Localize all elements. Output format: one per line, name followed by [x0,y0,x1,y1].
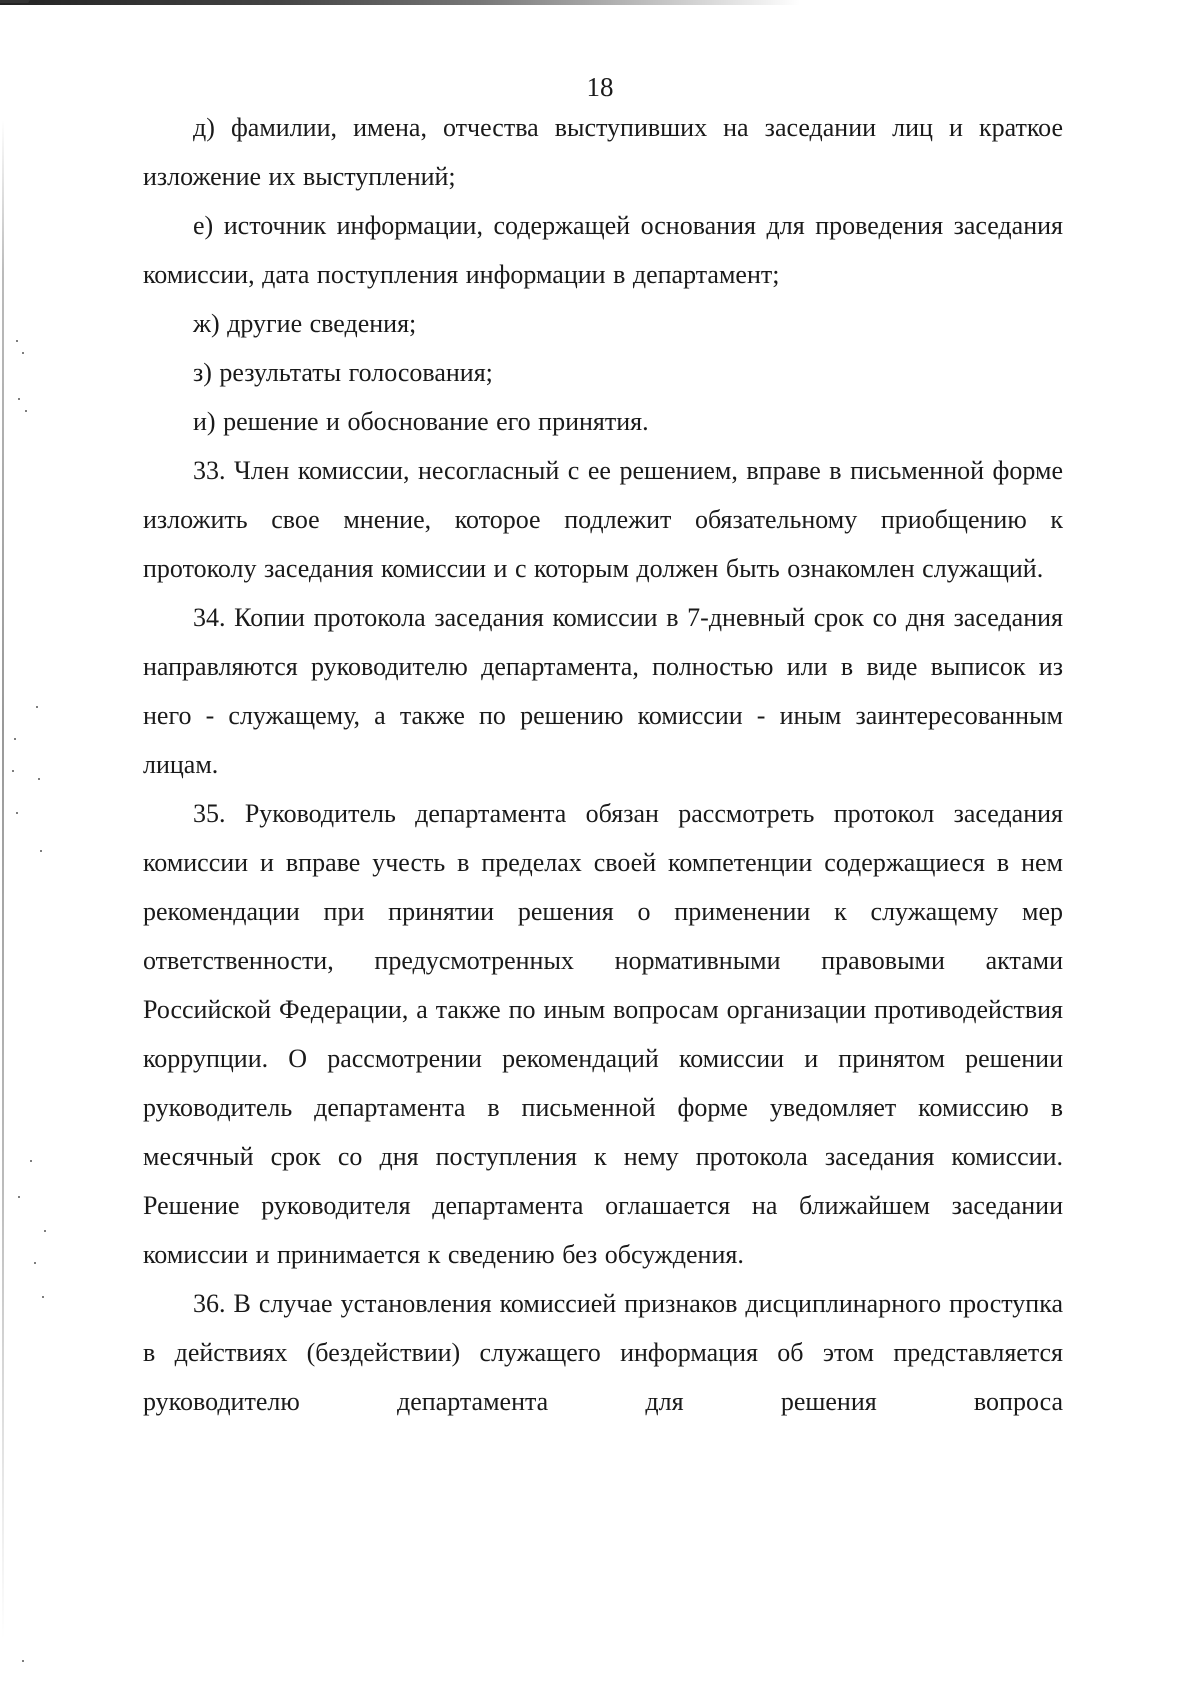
scan-speck [38,778,40,780]
scan-speck [30,1160,32,1162]
list-item-i: и) решение и обоснование его принятия. [193,407,649,436]
scan-speck [22,1660,24,1662]
scan-left-edge [2,120,4,1640]
list-item-e: е) источник информации, содержащей основания для проведения заседания комиссии, дата поступления информации в департамент; [143,211,1063,289]
clause-34: 34. Копии протокола заседания комиссии в 7-дневный срок со дня заседания направляются руководителю департамента, полностью или в виде выписок из него - служащему, а также по решению комиссии - иным заинтересованным лицам. [143,603,1063,779]
scan-corner-mark [0,0,30,17]
scan-speck [16,340,18,342]
clause-33: 33. Член комиссии, несогласный с ее решением, вправе в письменной форме изложить свое мнение, которое подлежит обязательному приобщению к протоколу заседания комиссии и с которым должен быть ознакомлен служащий. [143,456,1063,583]
scan-speck [34,1262,36,1264]
scan-top-edge [0,0,800,5]
clause-36: 36. В случае установления комиссией признаков дисциплинарного проступка в действиях (бездействии) служащего информация об этом представляется руководителю департамента для решения вопроса [143,1289,1063,1416]
scan-speck [36,706,38,708]
list-item-zh: ж) другие сведения; [193,309,417,338]
document-body [143,103,1063,1426]
scan-speck [18,1196,20,1198]
scan-speck [12,770,14,772]
scan-speck [16,812,18,814]
clause-35: 35. Руководитель департамента обязан рассмотреть протокол заседания комиссии и вправе учесть в пределах своей компетенции содержащиеся в нем рекомендации при принятии решения о применении к служащему мер ответственности, предусмотренных нормативными правовыми актами Российской Федерации, а также по иным вопросам организации противодействия коррупции. О рассмотрении рекомендаций комиссии и принятом решении руководитель департамента в письменной форме уведомляет комиссию в месячный срок со дня поступления к нему протокола заседания комиссии. Решение руководителя департамента оглашается на ближайшем заседании комиссии и принимается к сведению без обсуждения. [143,799,1063,1269]
list-item-z: з) результаты голосования; [193,358,493,387]
scan-speck [18,398,20,400]
page-number: 18 [586,72,614,102]
list-item-d: д) фамилии, имена, отчества выступивших на заседании лиц и краткое изложение их выступлений; [143,113,1063,191]
scan-speck [44,1230,46,1232]
scan-speck [22,352,24,354]
scan-speck [42,1296,44,1298]
scan-speck [25,410,27,412]
scan-speck [40,850,42,852]
scan-speck [14,738,16,740]
